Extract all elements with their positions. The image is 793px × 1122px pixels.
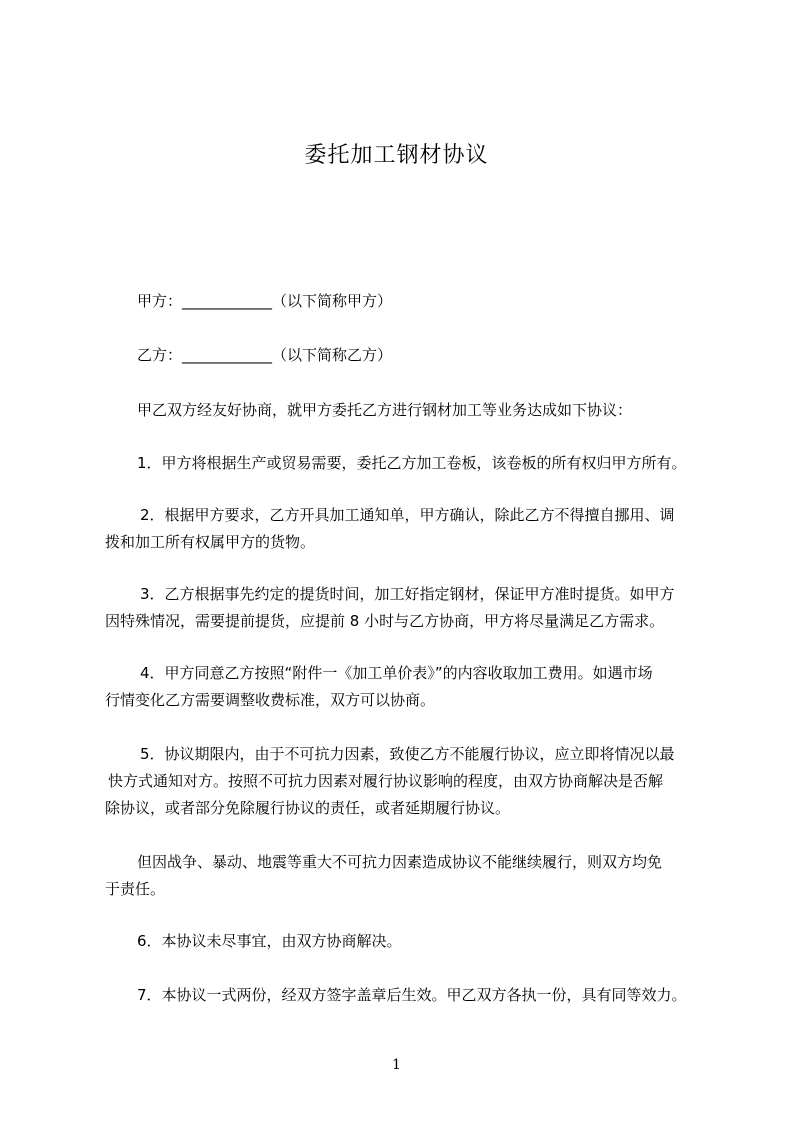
intro-paragraph: 甲乙双方经友好协商，就甲方委托乙方进行钢材加工等业务达成如下协议：	[137, 401, 633, 419]
clause-2-line-1: 2．根据甲方要求，乙方开具加工通知单，甲方确认，除此乙方不得擅自挪用、调	[140, 506, 675, 524]
clause-3-line-2: 因特殊情况，需要提前提货，应提前 8 小时与乙方协商，甲方将尽量满足乙方需求。	[105, 612, 665, 630]
clause-4-line-1: 4．甲方同意乙方按照“附件一《加工单价表》”的内容收取加工费用。如遇市场	[140, 664, 653, 682]
clause-5-extra-line-2: 于责任。	[105, 880, 166, 898]
clause-4-line-2: 行情变化乙方需要调整收费标准，双方可以协商。	[105, 691, 436, 709]
clause-1: 1．甲方将根据生产或贸易需要，委托乙方加工卷板，该卷板的所有权归甲方所有。	[137, 454, 687, 472]
clause-6: 6．本协议未尽事宜，由双方协商解决。	[137, 932, 402, 950]
clause-5-line-3: 除协议，或者部分免除履行协议的责任，或者延期履行协议。	[105, 799, 511, 817]
clause-5-line-1: 5．协议期限内，由于不可抗力因素，致使乙方不能履行协议，应立即将情况以最	[140, 745, 675, 763]
clause-5-line-2: 快方式通知对方。按照不可抗力因素对履行协议影响的程度，由双方协商解决是否解	[108, 772, 664, 790]
clause-2-line-2: 拨和加工所有权属甲方的货物。	[105, 533, 316, 551]
clause-3-line-1: 3．乙方根据事先约定的提货时间，加工好指定钢材，保证甲方准时提货。如甲方	[140, 585, 675, 603]
clause-5-extra-line-1: 但因战争、暴动、地震等重大不可抗力因素造成协议不能继续履行，则双方均免	[137, 853, 663, 871]
party-a-line: 甲方：____________（以下简称甲方）	[137, 292, 393, 310]
page-number: 1	[392, 1057, 401, 1073]
document-title: 委托加工钢材协议	[304, 143, 489, 168]
clause-7: 7．本协议一式两份，经双方签字盖章后生效。甲乙双方各执一份，具有同等效力。	[137, 986, 687, 1004]
party-b-line: 乙方：____________（以下简称乙方）	[137, 346, 393, 364]
